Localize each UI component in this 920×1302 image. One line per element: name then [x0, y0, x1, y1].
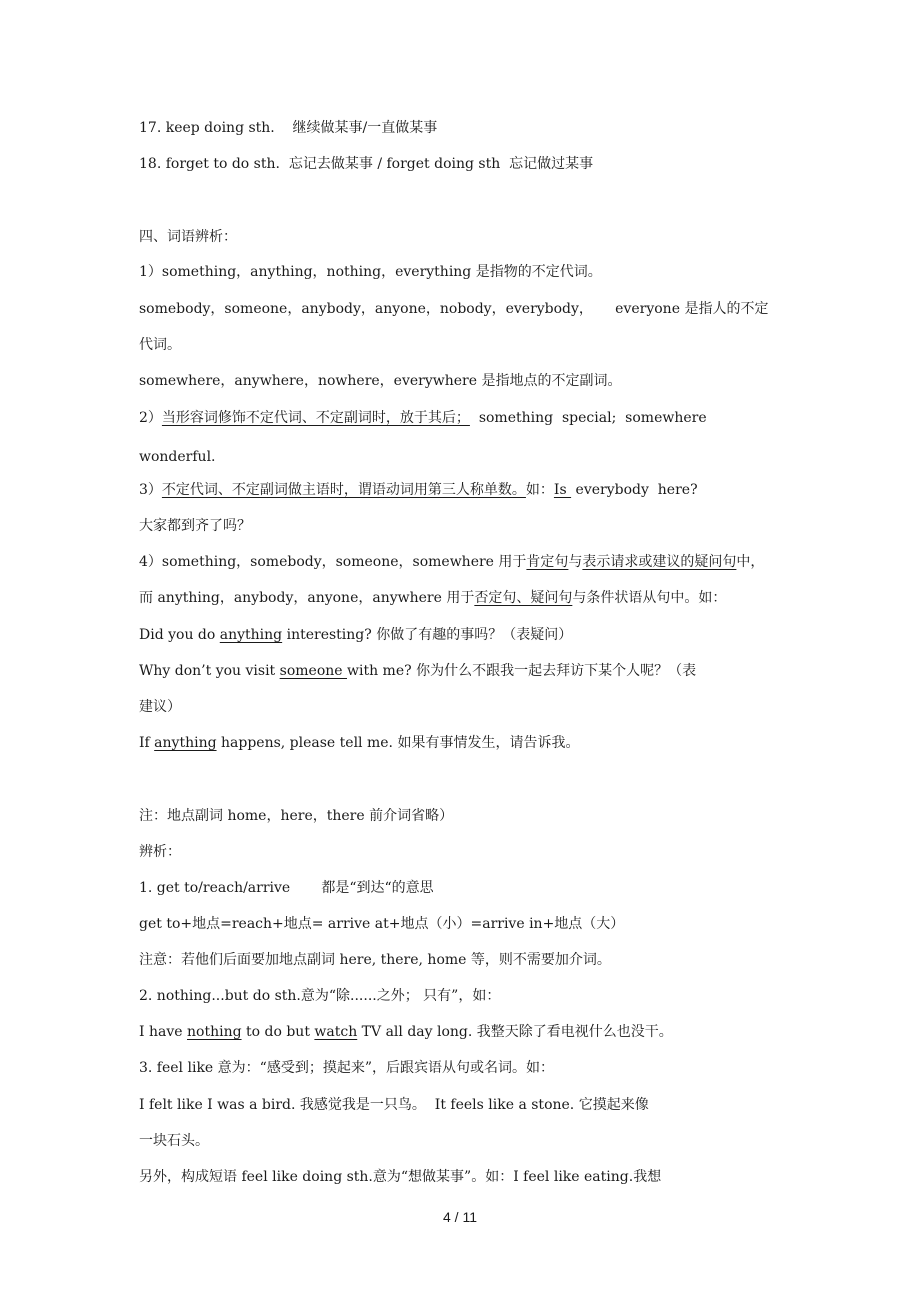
text-run: If [139, 735, 155, 751]
underlined-word: watch [314, 1024, 358, 1040]
text-run: 2） [139, 410, 162, 426]
page-number: 4 / 11 [443, 1209, 477, 1225]
text-run: 而 anything，anybody，anyone，anywhere 用于 [139, 590, 475, 606]
phrase-item-17: 17. keep doing sth. 继续做某事/一直做某事 [139, 120, 438, 136]
text-run: 如： [525, 482, 554, 498]
underlined-word: Is [553, 482, 572, 498]
analysis-1-line-3: 注意：若他们后面要加地点副词 here, there, home 等，则不需要加介词。 [139, 952, 611, 968]
underlined-term: 否定句、疑问句 [474, 590, 573, 606]
analysis-3-line-4: 另外，构成短语 feel like doing sth.意为“想做某事”。如：I feel like eating.我想 [139, 1169, 662, 1185]
phrase-item-18: 18. forget to do sth. 忘记去做某事 / forget doing sth 忘记做过某事 [139, 156, 594, 172]
text-run: 3） [139, 482, 162, 498]
point-1-line-1: 1）something，anything，nothing，everything 是指物的不定代词。 [139, 264, 602, 280]
underlined-rule: 当形容词修饰不定代词、不定副词时，放于其后； [161, 410, 470, 426]
point-1-line-2: somebody，someone，anybody，anyone，nobody，everybody， everyone 是指人的不定 [139, 301, 769, 317]
analysis-2-line-1: 2. nothing...but do sth.意为“除......之外； 只有”，如： [139, 988, 501, 1004]
analysis-2-example [139, 1022, 673, 1042]
text-run: Did you do [139, 627, 220, 643]
text-run: I have [139, 1024, 187, 1040]
text-run: everybody here? [571, 482, 698, 498]
example-1 [139, 625, 572, 645]
point-4-line-2 [139, 588, 726, 608]
text-run: something special; somewhere [469, 410, 707, 426]
underlined-word: anything [219, 627, 283, 643]
underlined-term: 肯定句 [526, 554, 569, 570]
point-3-line-2: 大家都到齐了吗？ [139, 518, 251, 534]
underlined-term: 表示请求或建议的疑问句 [582, 554, 737, 570]
point-2-line-2: wonderful. [139, 449, 216, 465]
example-2-line-1 [139, 661, 696, 681]
underlined-word: someone [279, 663, 347, 679]
example-2-line-2: 建议） [139, 699, 181, 715]
text-run: happens, please tell me. 如果有事情发生，请告诉我。 [216, 735, 580, 751]
text-run: 中， [736, 554, 765, 570]
text-run: with me? 你为什么不跟我一起去拜访下某个人呢？（表 [347, 663, 697, 679]
analysis-1-line-1: 1. get to/reach/arrive 都是“到达“的意思 [139, 880, 434, 896]
text-run: TV all day long. 我整天除了看电视什么也没干。 [357, 1024, 673, 1040]
point-1-line-3: 代词。 [139, 337, 181, 353]
point-4-line-1 [139, 552, 764, 572]
underlined-word: anything [154, 735, 217, 751]
text-run: 与 [568, 554, 583, 570]
example-3 [139, 733, 579, 753]
analysis-3-line-1: 3. feel like 意为：“感受到；摸起来”，后跟宾语从句或名词。如： [139, 1060, 554, 1076]
section-heading: 四、词语辨析： [139, 229, 237, 245]
analysis-1-line-2: get to+地点=reach+地点= arrive at+地点（小）=arrive in+地点（大） [139, 916, 625, 932]
point-3-line-1 [139, 480, 698, 500]
text-run: Why don’t you visit [139, 663, 280, 679]
text-run: to do but [241, 1024, 315, 1040]
analysis-heading: 辨析： [139, 844, 181, 860]
text-run: 与条件状语从句中。如： [572, 590, 727, 606]
point-1-line-4: somewhere，anywhere，nowhere，everywhere 是指地点的不定副词。 [139, 373, 622, 389]
text-run: interesting? 你做了有趣的事吗？（表疑问） [282, 627, 573, 643]
text-run: 4）something，somebody，someone，somewhere 用于 [139, 554, 527, 570]
analysis-3-line-3: 一块石头。 [139, 1133, 209, 1149]
note-line: 注：地点副词 home，here，there 前介词省略） [139, 808, 454, 824]
point-2-line-1 [139, 408, 707, 428]
underlined-word: nothing [187, 1024, 242, 1040]
underlined-rule: 不定代词、不定副词做主语时，谓语动词用第三人称单数。 [161, 482, 526, 498]
analysis-3-line-2: I felt like I was a bird. 我感觉我是一只鸟。 It feels like a stone. 它摸起来像 [139, 1097, 649, 1113]
